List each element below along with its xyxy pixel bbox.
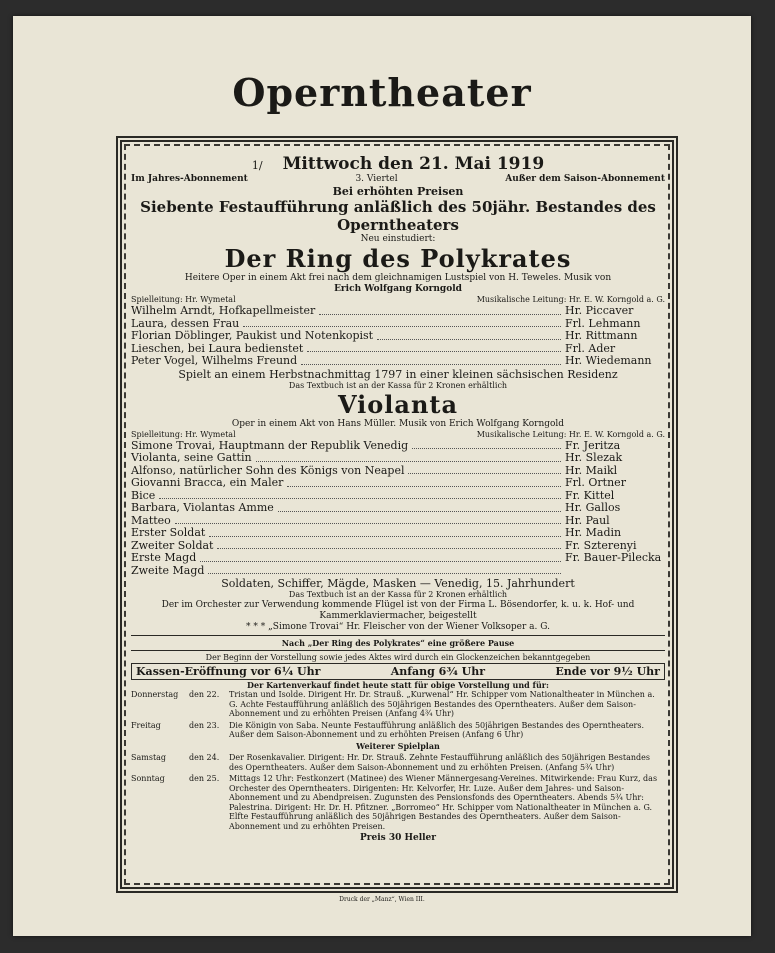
cast-role: Erster Soldat bbox=[131, 526, 206, 539]
subscription-line bbox=[131, 174, 665, 185]
bell-signal-note: Der Beginn der Vorstellung sowie jedes Aktes wird durch ein Glockenzeichen bekanntgegeben bbox=[205, 653, 591, 662]
ticket-sales-note: Der Kartenverkauf findet heute statt für obige Vorstellung und für: bbox=[247, 680, 549, 690]
cast-role: Violanta, seine Gattin bbox=[131, 451, 252, 464]
leader-dots bbox=[208, 565, 561, 575]
schedule-date: den 24. bbox=[189, 753, 220, 762]
schedule-row bbox=[131, 690, 665, 719]
price-note: Preis 30 Heller bbox=[359, 833, 437, 843]
theater-title: Operntheater bbox=[232, 70, 532, 115]
cast-role: Wilhelm Arndt, Hofkapellmeister bbox=[131, 304, 316, 317]
schedule-row bbox=[131, 774, 665, 831]
opera1-cast bbox=[131, 305, 665, 368]
cast-actor: Fr. Jeritza bbox=[565, 438, 621, 452]
abo-mid: 3. Viertel bbox=[355, 174, 398, 184]
cast-role: Laura, dessen Frau bbox=[131, 316, 240, 330]
cast-role: Bice bbox=[131, 488, 156, 502]
opera2-subtitle: Oper in einem Akt von Hans Müller. Musik von Erich Wolfgang Korngold bbox=[231, 418, 565, 429]
schedule-text: Tristan und Isolde. Dirigent Hr. Dr. Strauß. „Kurwenal“ Hr. Schipper vom Nationaltheater in München a. G. Achte Festaufführung anläßlich des 50jährigen Bestandes des Operntheaters. Außer dem Saison-Abonnement und zu erhöhten Preisen (Anfang 4¾ Uhr) bbox=[229, 690, 655, 718]
opera1-composer: Erich Wolfgang Korngold bbox=[334, 284, 462, 294]
schedule-list bbox=[131, 690, 665, 831]
opera2-title: Violanta bbox=[337, 389, 459, 419]
cast-role: Zweite Magd bbox=[131, 563, 205, 577]
new-production: Neu einstudiert: bbox=[360, 234, 436, 244]
piano-note: Der im Orchester zur Verwendung kommende Flügel ist von der Firma L. Bösendorfer, k. u. k. Hof- und Kammerklaviermacher, beigestellt bbox=[161, 600, 635, 621]
abo-left: Im Jahres-Abonnement bbox=[131, 174, 248, 184]
schedule-text: Der Rosenkavalier. Dirigent: Hr. Dr. Strauß. Zehnte Festaufführung anläßlich des 50jährigen Bestandes des Operntheaters. Außer dem Saison-Abonnement und zu erhöhten Preisen. (Anfang 5¾ Uhr) bbox=[229, 753, 650, 772]
cast-actor: Frl. Ortner bbox=[565, 476, 626, 489]
cast-row bbox=[131, 527, 665, 540]
schedule-day: Sonntag bbox=[131, 774, 165, 783]
schedule-row bbox=[131, 753, 665, 772]
leader-dots bbox=[278, 502, 561, 512]
playbill-sheet bbox=[13, 16, 751, 936]
performance-date: Mittwoch den 21. Mai 1919 bbox=[282, 154, 545, 174]
opera2-direction: Spielleitung: Hr. Wymetal bbox=[131, 429, 236, 439]
cast-actor: Frl. Lehmann bbox=[565, 316, 641, 330]
leader-dots bbox=[200, 552, 561, 562]
opera2-libretto: Das Textbuch ist an der Kassa für 2 Kronen erhältlich bbox=[288, 590, 508, 599]
opera1-title: Der Ring des Polykrates bbox=[224, 244, 572, 273]
cast-row bbox=[131, 355, 665, 368]
opera1-conductor: Musikalische Leitung: Hr. E. W. Korngold a. G. bbox=[476, 295, 665, 304]
schedule-day: Samstag bbox=[131, 753, 167, 762]
opera2-credits bbox=[131, 430, 665, 440]
schedule-text: Die Königin von Saba. Neunte Festaufführung anläßlich des 50jährigen Bestandes des Operntheaters. Außer dem Saison-Abonnement und zu erhöhten Preisen (Anfang 6 Uhr) bbox=[229, 720, 645, 739]
cast-row bbox=[131, 552, 665, 565]
opera2-cast bbox=[131, 440, 665, 578]
cast-actor: Hr. Gallos bbox=[565, 501, 621, 514]
leader-dots bbox=[256, 452, 561, 462]
cast-actor: Fr. Kittel bbox=[565, 488, 615, 502]
leader-dots bbox=[287, 477, 561, 487]
start-time: Anfang 6¾ Uhr bbox=[390, 665, 486, 678]
opera2-conductor: Musikalische Leitung: Hr. E. W. Korngold a. G. bbox=[476, 429, 665, 439]
pause-note: Nach „Der Ring des Polykrates“ eine größere Pause bbox=[281, 638, 515, 648]
cast-role: Simone Trovai, Hauptmann der Republik Venedig bbox=[131, 438, 409, 452]
leader-dots bbox=[175, 515, 561, 525]
festival-line: Siebente Festaufführung anläßlich des 50jähr. Bestandes des Operntheaters bbox=[140, 198, 656, 234]
opera1-libretto: Das Textbuch ist an der Kassa für 2 Kronen erhältlich bbox=[288, 380, 508, 390]
cast-actor: Hr. Maikl bbox=[565, 463, 618, 477]
opera2-setting: Soldaten, Schiffer, Mägde, Masken — Venedig, 15. Jahrhundert bbox=[221, 577, 575, 590]
cast-role: Zweiter Soldat bbox=[131, 538, 214, 552]
cast-actor: Fr. Szterenyi bbox=[565, 538, 637, 552]
cast-actor bbox=[565, 565, 665, 578]
opera1-subtitle: Heitere Oper in einem Akt frei nach dem gleichnamigen Lustspiel von H. Teweles. Musik von bbox=[184, 273, 612, 283]
cast-role: Lieschen, bei Laura bedienstet bbox=[131, 341, 304, 355]
schedule-day: Donnerstag bbox=[131, 690, 179, 699]
divider bbox=[131, 635, 665, 636]
abo-right: Außer dem Saison-Abonnement bbox=[505, 174, 665, 184]
cast-role: Barbara, Violantas Amme bbox=[131, 501, 274, 514]
schedule-text: Mittags 12 Uhr: Festkonzert (Matinee) des Wiener Männergesang-Vereines. Mitwirkende: Frau Kurz, das Orchester des Operntheaters. Dirigenten: Hr. Kelvorfer, Hr. Luze. Außer dem Jahres- und Saison-Abonnement und zu Abendpreisen. Zugunsten des Pensionsfonds des Operntheaters. Abends 5¾ Uhr: Palestrina. Dirigent: Hr. Dr. H. Pfitzner. „Borromeo“ Hr. Schipper vom Nationaltheater in München a. G. Elfte Festaufführung anläßlich des 50jährigen Bestandes des Operntheaters. Außer dem Saison-Abonnement und zu erhöhten Preisen. bbox=[229, 774, 658, 831]
leader-dots bbox=[307, 343, 561, 353]
prices-note: Bei erhöhten Preisen bbox=[332, 185, 464, 198]
cast-actor: Hr. Piccaver bbox=[565, 304, 634, 317]
cast-row bbox=[131, 305, 665, 318]
leader-dots bbox=[159, 490, 561, 500]
leader-dots bbox=[301, 355, 561, 365]
divider bbox=[131, 650, 665, 651]
leader-dots bbox=[408, 465, 561, 475]
schedule-row bbox=[131, 721, 665, 740]
leader-dots bbox=[377, 330, 561, 340]
cast-actor: Hr. Rittmann bbox=[565, 329, 638, 342]
leader-dots bbox=[217, 540, 561, 550]
date-line bbox=[131, 154, 665, 174]
schedule-date: den 25. bbox=[189, 774, 220, 783]
opera1-setting: Spielt an einem Herbstnachmittag 1797 in einer kleinen sächsischen Residenz bbox=[178, 367, 618, 381]
cast-row bbox=[131, 502, 665, 515]
leader-dots bbox=[412, 440, 561, 450]
cast-actor: Hr. Madin bbox=[565, 526, 622, 539]
cast-actor: Hr. Wiedemann bbox=[565, 354, 652, 367]
end-time: Ende vor 9½ Uhr bbox=[555, 665, 660, 678]
cast-role: Giovanni Bracca, ein Maler bbox=[131, 476, 284, 489]
cast-row bbox=[131, 565, 665, 578]
cast-role: Florian Döblinger, Paukist und Notenkopist bbox=[131, 329, 374, 342]
schedule-heading bbox=[131, 742, 665, 752]
opera1-direction: Spielleitung: Hr. Wymetal bbox=[131, 295, 236, 304]
cast-actor: Hr. Paul bbox=[565, 513, 610, 527]
guest-note: * * * „Simone Trovai“ Hr. Fleischer von der Wiener Volksoper a. G. bbox=[246, 622, 550, 632]
cast-role: Erste Magd bbox=[131, 551, 197, 564]
cast-actor: Hr. Slezak bbox=[565, 451, 623, 464]
playbill-content bbox=[131, 154, 665, 844]
cast-row bbox=[131, 452, 665, 465]
handwritten-mark: 1/ bbox=[251, 159, 263, 172]
cast-row bbox=[131, 477, 665, 490]
times-box bbox=[131, 663, 665, 680]
cast-row bbox=[131, 330, 665, 343]
printer-imprint: Druck der „Manz“, Wien III. bbox=[339, 896, 425, 903]
leader-dots bbox=[319, 305, 561, 315]
schedule-date: den 23. bbox=[189, 720, 220, 730]
box-office-time: Kassen-Eröffnung vor 6¼ Uhr bbox=[136, 665, 321, 678]
cast-actor: Fr. Bauer-Pilecka bbox=[565, 551, 662, 564]
leader-dots bbox=[209, 527, 561, 537]
schedule-date: den 22. bbox=[189, 690, 220, 699]
cast-role: Matteo bbox=[131, 513, 171, 527]
cast-role: Alfonso, natürlicher Sohn des Königs von Neapel bbox=[131, 463, 405, 477]
cast-actor: Frl. Ader bbox=[565, 341, 616, 355]
further-program-heading: Weiterer Spielplan bbox=[356, 740, 440, 751]
schedule-day: Freitag bbox=[131, 720, 161, 730]
leader-dots bbox=[243, 318, 561, 328]
cast-role: Peter Vogel, Wilhelms Freund bbox=[131, 354, 298, 367]
